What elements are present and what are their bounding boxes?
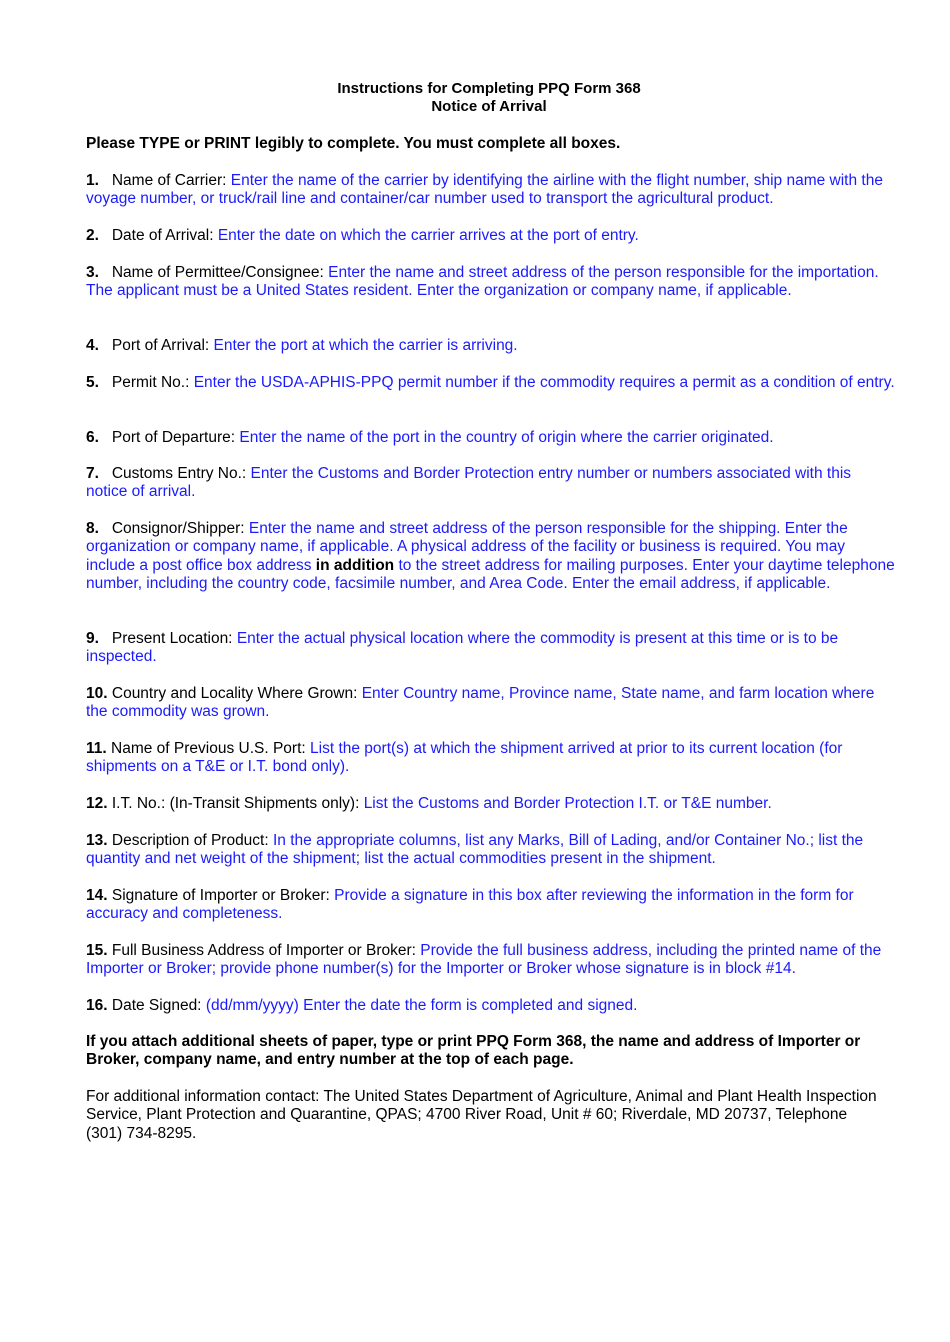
additional-sheets-note: If you attach additional sheets of paper, type or print PPQ Form 368, the name and address of Importer or Broker, company name, and entry number at the top of each page.	[86, 1033, 861, 1069]
item-label: Port of Departure:	[111, 429, 240, 446]
item-number: 10.	[86, 685, 108, 702]
item-number: 2.	[86, 227, 99, 244]
instruction-item-3	[86, 264, 896, 301]
item-number: 4.	[86, 337, 99, 354]
document-title: Instructions for Completing PPQ Form 368	[337, 80, 641, 97]
item-label: Customs Entry No.:	[111, 465, 251, 482]
item-label: I.T. No.: (In-Transit Shipments only):	[111, 795, 364, 812]
item-label: Date of Arrival:	[111, 227, 218, 244]
item-label: Port of Arrival:	[111, 337, 214, 354]
item-description: Enter the date on which the carrier arrives at the port of entry.	[217, 227, 639, 244]
item-label: Name of Previous U.S. Port:	[111, 740, 311, 757]
item-number: 11.	[86, 740, 107, 757]
instruction-item-12	[86, 795, 896, 813]
instruction-item-11	[86, 740, 896, 777]
item-number: 9.	[86, 630, 99, 647]
instruction-item-9	[86, 630, 896, 667]
document-subtitle: Notice of Arrival	[431, 98, 547, 115]
item-description: (dd/mm/yyyy) Enter the date the form is completed and signed.	[205, 997, 638, 1014]
item-description: Provide a signature in this box after reviewing the information in the form for accuracy and completeness.	[86, 887, 854, 923]
item-number: 6.	[86, 429, 99, 446]
item-description-part: to the street address for mailing purposes. Enter your daytime telephone number, including the country code, facsimile number, and Area Code. Enter the email address, if applicable.	[86, 556, 895, 592]
item-description: Provide the full business address, including the printed name of the Importer or Broker; provide phone number(s) for the Importer or Broker whose signature is in block #14.	[86, 942, 882, 978]
item-description: List the port(s) at which the shipment arrived at prior to its current location (for shipments on a T&E or I.T. bond only).	[86, 740, 843, 776]
item-number: 14.	[86, 887, 108, 904]
item-description: Enter Country name, Province name, State name, and farm location where the commodity was grown.	[86, 685, 875, 721]
item-label: Date Signed:	[111, 997, 206, 1014]
item-label: Permit No.:	[111, 374, 194, 391]
contact-information: For additional information contact: The United States Department of Agriculture, Animal and Plant Health Inspection Service, Plant Protection and Quarantine, QPAS; 4700 River Road, Unit # 60; Riverdale, MD 20737, Telephone (301) 734-8295.	[86, 1088, 877, 1142]
instruction-item-16	[86, 997, 896, 1015]
item-description: List the Customs and Border Protection I.T. or T&E number.	[363, 795, 772, 812]
item-label: Name of Carrier:	[111, 172, 231, 189]
item-label: Present Location:	[111, 630, 237, 647]
item-description: Enter the port at which the carrier is arriving.	[213, 337, 518, 354]
instruction-item-1	[86, 172, 896, 209]
item-description: Enter the name and street address of the person responsible for the importation. The applicant must be a United States resident. Enter the organization or company name, if applicable.	[86, 264, 879, 300]
emphasis-text: in addition	[315, 556, 395, 574]
instruction-item-14	[86, 887, 896, 924]
item-number: 12.	[86, 795, 108, 812]
item-label: Country and Locality Where Grown:	[111, 685, 362, 702]
item-number: 13.	[86, 832, 108, 849]
item-label: Full Business Address of Importer or Broker:	[111, 942, 421, 959]
item-description-part: Enter the name and street address of the person responsible for the shipping. Enter the organization or company name, if applicable. A physical address of the facility or business is required. You may include a post office box address	[86, 520, 848, 574]
item-description: Enter the actual physical location where the commodity is present at this time or is to be inspected.	[86, 630, 839, 666]
instruction-item-8	[86, 520, 896, 593]
item-number: 5.	[86, 374, 99, 391]
item-description: Enter the name of the carrier by identifying the airline with the flight number, ship name with the voyage number, or truck/rail line and container/car number used to transport the agricultural product.	[86, 172, 883, 208]
item-number: 3.	[86, 264, 99, 281]
item-label: Name of Permittee/Consignee:	[111, 264, 329, 281]
item-number: 1.	[86, 172, 99, 189]
item-description: Enter the name of the port in the country of origin where the carrier originated.	[239, 429, 774, 446]
instruction-item-5	[86, 374, 896, 392]
instruction-item-10	[86, 685, 896, 722]
instruction-item-13	[86, 832, 896, 869]
item-label: Consignor/Shipper:	[111, 520, 249, 537]
instruction-item-15	[86, 942, 896, 979]
item-number: 15.	[86, 942, 108, 959]
item-label: Signature of Importer or Broker:	[111, 887, 335, 904]
item-description: Enter the USDA-APHIS-PPQ permit number if the commodity requires a permit as a condition of entry.	[193, 374, 895, 391]
item-number: 7.	[86, 465, 99, 482]
intro-instruction: Please TYPE or PRINT legibly to complete. You must complete all boxes.	[86, 135, 621, 152]
item-label: Description of Product:	[111, 832, 273, 849]
instruction-item-6	[86, 429, 896, 447]
instruction-item-4	[86, 337, 896, 355]
item-description: In the appropriate columns, list any Marks, Bill of Lading, and/or Container No.; list the quantity and net weight of the shipment; list the actual commodities present in the shipment.	[86, 832, 864, 868]
item-number: 16.	[86, 997, 108, 1014]
item-description: Enter the Customs and Border Protection entry number or numbers associated with this notice of arrival.	[86, 465, 852, 501]
instruction-item-7	[86, 465, 896, 502]
instruction-item-2	[86, 227, 896, 245]
item-number: 8.	[86, 520, 99, 537]
